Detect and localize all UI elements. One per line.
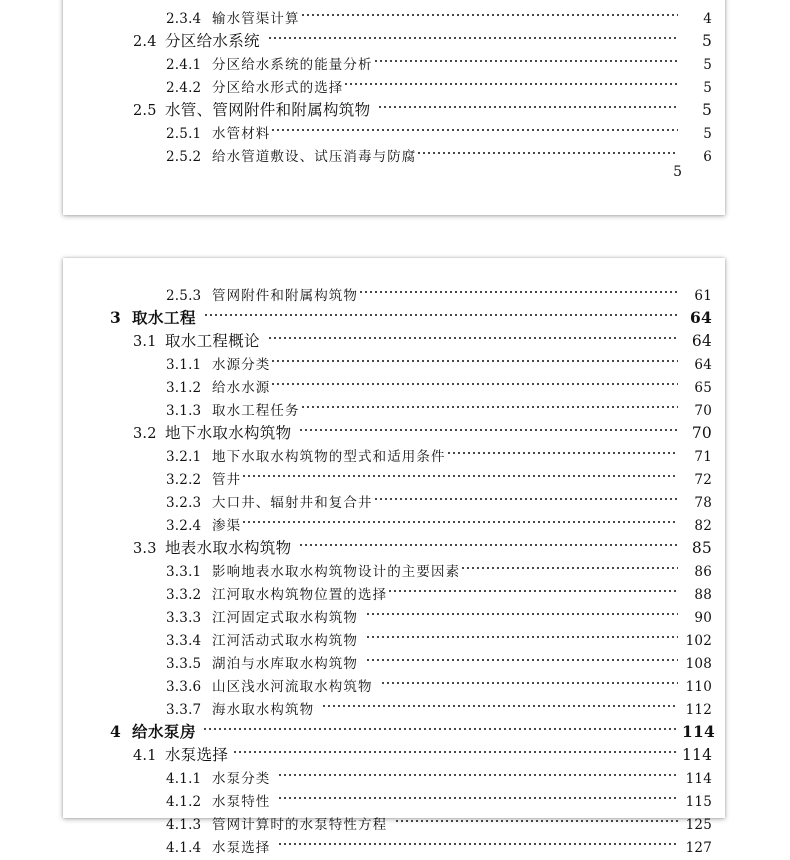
toc-entry-title: 管网计算时的水泵特性方程: [212, 817, 388, 833]
toc-dot-leader: [272, 346, 678, 369]
toc-entry-number: 3.2.2: [166, 472, 202, 488]
toc-dot-leader: [204, 714, 678, 737]
toc-entry[interactable]: [63, 645, 725, 672]
toc-entry[interactable]: [63, 668, 725, 695]
toc-entry-page-number: 125: [685, 817, 712, 833]
toc-dot-leader: [279, 829, 678, 852]
toc-entry[interactable]: [63, 714, 725, 741]
toc-entry-number: 3.2.4: [166, 518, 202, 534]
toc-entry-page-number: 86: [694, 564, 712, 580]
toc-entry-title: 地下水取水构筑物的型式和适用条件: [212, 449, 446, 465]
toc-entry-page-number: 82: [694, 518, 712, 534]
toc-entry-page-number: 4: [703, 11, 712, 27]
toc-entry-title: 管井: [212, 472, 242, 488]
toc-entry-number: 2.4.2: [166, 80, 202, 96]
toc-entry-page-number: 88: [694, 587, 712, 603]
toc-entry-title: 江河取水构筑物位置的选择: [212, 587, 388, 603]
toc-entry-title: 取水工程任务: [212, 403, 300, 419]
toc-entry[interactable]: [63, 829, 725, 856]
toc-entry-page-number: 72: [694, 472, 712, 488]
toc-entry-page-number: 114: [682, 746, 713, 764]
toc-dot-leader: [379, 92, 678, 115]
toc-entry-page-number: 61: [694, 288, 712, 304]
toc-entry-number: 3.3.6: [166, 679, 202, 695]
toc-entry[interactable]: [63, 599, 725, 626]
toc-entry[interactable]: [63, 69, 725, 96]
toc-entry-page-number: 70: [694, 403, 712, 419]
toc-entry-page-number: 112: [685, 702, 712, 718]
toc-dot-leader: [272, 115, 678, 138]
document-page-1: [63, 0, 725, 215]
toc-entry-number: 3.1.2: [166, 380, 202, 396]
toc-dot-leader: [396, 806, 678, 829]
toc-entry-title: 地下水取水构筑物: [165, 424, 292, 442]
toc-dot-leader: [234, 737, 678, 760]
toc-dot-leader: [323, 691, 678, 714]
toc-entry-page-number: 5: [701, 32, 712, 50]
toc-entry-title: 山区浅水河流取水构筑物: [212, 679, 373, 695]
toc-entry-title: 取水工程: [132, 308, 197, 327]
toc-entry-title: 输水管渠计算: [212, 11, 300, 27]
toc-entry-number: 4.1.1: [166, 771, 202, 787]
toc-entry-title: 江河固定式取水构筑物: [212, 610, 358, 626]
toc-entry[interactable]: [63, 622, 725, 649]
toc-dot-leader: [462, 553, 678, 576]
toc-entry-number: 3.3: [133, 541, 157, 557]
toc-entry-number: 3.3.7: [166, 702, 202, 718]
toc-entry-page-number: 108: [685, 656, 712, 672]
toc-entry-title: 海水取水构筑物: [212, 702, 315, 718]
toc-entry-number: 2.5.1: [166, 126, 202, 142]
toc-entry-page-number: 64: [691, 332, 712, 350]
page-1-footer-number: 5: [673, 164, 682, 180]
toc-entry-page-number: 71: [694, 449, 712, 465]
toc-entry[interactable]: [63, 92, 725, 119]
toc-entry-number: 3.3.1: [166, 564, 202, 580]
toc-entry-page-number: 115: [685, 794, 712, 810]
toc-dot-leader: [272, 369, 678, 392]
toc-entry-page-number: 5: [701, 101, 712, 119]
toc-dot-leader: [300, 530, 678, 553]
toc-entry-page-number: 114: [682, 722, 715, 741]
toc-entry-number: 4.1: [133, 748, 157, 764]
toc-dot-leader: [302, 392, 678, 415]
toc-entry-page-number: 102: [685, 633, 712, 649]
toc-entry-number: 2.5.3: [166, 288, 202, 304]
toc-entry[interactable]: [63, 783, 725, 810]
toc-entry-title: 分区给水系统的能量分析: [212, 57, 373, 73]
toc-entry-page-number: 65: [694, 380, 712, 396]
toc-entry[interactable]: [63, 507, 725, 534]
toc-dot-leader: [243, 461, 678, 484]
toc-dot-leader: [302, 0, 678, 23]
toc-dot-leader: [243, 507, 678, 530]
toc-entry-page-number: 78: [694, 495, 712, 511]
toc-dot-leader: [300, 415, 678, 438]
toc-entry-number: 3.3.4: [166, 633, 202, 649]
toc-dot-leader: [448, 438, 678, 461]
toc-entry-number: 3.1.1: [166, 357, 202, 373]
toc-dot-leader: [418, 138, 678, 161]
toc-dot-leader: [367, 599, 678, 622]
toc-entry-number: 2.4: [133, 34, 157, 50]
toc-entry[interactable]: [63, 300, 725, 327]
toc-entry-title: 地表水取水构筑物: [165, 539, 292, 557]
toc-entry-number: 2.3.4: [166, 11, 202, 27]
toc-dot-leader: [345, 69, 678, 92]
toc-entry-page-number: 5: [703, 126, 712, 142]
toc-entry-number: 3: [110, 308, 121, 327]
toc-entry[interactable]: [63, 277, 725, 304]
toc-entry-number: 3.3.5: [166, 656, 202, 672]
toc-entry[interactable]: [63, 461, 725, 488]
toc-dot-leader: [360, 277, 678, 300]
toc-dot-leader: [382, 668, 678, 691]
toc-dot-leader: [389, 576, 678, 599]
toc-entry-number: 3.2.3: [166, 495, 202, 511]
toc-entry-title: 给水泵房: [132, 722, 197, 741]
toc-entry-title: 水源分类: [212, 357, 271, 373]
toc-dot-leader: [367, 622, 678, 645]
document-page-2: [63, 258, 725, 856]
toc-entry-page-number: 64: [694, 357, 712, 373]
toc-entry-title: 水管、管网附件和附属构筑物: [165, 101, 371, 119]
toc-entry-page-number: 90: [694, 610, 712, 626]
toc-entry-number: 3.3.3: [166, 610, 202, 626]
toc-entry-number: 4.1.2: [166, 794, 202, 810]
toc-entry-number: 3.2.1: [166, 449, 202, 465]
toc-entry-page-number: 5: [703, 57, 712, 73]
toc-entry-number: 2.5.2: [166, 149, 202, 165]
toc-entry-number: 2.4.1: [166, 57, 202, 73]
toc-entry-page-number: 127: [685, 840, 712, 856]
toc-entry-title: 给水水源: [212, 380, 271, 396]
toc-entry-title: 分区给水形式的选择: [212, 80, 344, 96]
page-1-content: [63, 0, 725, 165]
toc-entry-title: 分区给水系统: [165, 32, 260, 50]
toc-entry-title: 湖泊与水库取水构筑物: [212, 656, 358, 672]
toc-entry-title: 水管材料: [212, 126, 271, 142]
toc-entry-title: 渗渠: [212, 518, 242, 534]
toc-entry-title: 水泵分类: [212, 771, 271, 787]
toc-entry-number: 4.1.4: [166, 840, 202, 856]
toc-entry-number: 3.1: [133, 334, 157, 350]
toc-dot-leader: [205, 300, 678, 323]
toc-entry[interactable]: [63, 576, 725, 603]
toc-entry-number: 4: [110, 722, 121, 741]
toc-entry[interactable]: [63, 415, 725, 442]
toc-entry-title: 水泵选择: [212, 840, 271, 856]
toc-entry[interactable]: [63, 369, 725, 396]
toc-entry[interactable]: [63, 484, 725, 511]
toc-entry-title: 水泵选择: [165, 746, 229, 764]
toc-entry-title: 水泵特性: [212, 794, 271, 810]
toc-entry-title: 影响地表水取水构筑物设计的主要因素: [212, 564, 461, 580]
toc-entry-page-number: 5: [703, 80, 712, 96]
toc-entry-page-number: 70: [691, 424, 712, 442]
toc-entry-title: 管网附件和附属构筑物: [212, 288, 358, 304]
toc-entry-number: 3.2: [133, 426, 157, 442]
toc-entry[interactable]: [63, 138, 725, 165]
toc-entry-title: 取水工程概论: [165, 332, 260, 350]
toc-dot-leader: [375, 484, 678, 507]
toc-entry[interactable]: [63, 806, 725, 833]
toc-entry[interactable]: [63, 530, 725, 557]
toc-entry-number: 2.5: [133, 103, 157, 119]
toc-dot-leader: [279, 760, 678, 783]
toc-entry[interactable]: [63, 392, 725, 419]
toc-entry-page-number: 110: [685, 679, 712, 695]
toc-entry[interactable]: [63, 23, 725, 50]
toc-entry-number: 4.1.3: [166, 817, 202, 833]
toc-dot-leader: [279, 783, 678, 806]
toc-entry[interactable]: [63, 0, 725, 27]
page-2-content: [63, 258, 725, 856]
toc-dot-leader: [367, 645, 678, 668]
toc-entry-title: 江河活动式取水构筑物: [212, 633, 358, 649]
toc-entry[interactable]: [63, 691, 725, 718]
toc-dot-leader: [375, 46, 678, 69]
toc-entry-page-number: 85: [691, 539, 712, 557]
toc-entry-title: 大口井、辐射井和复合井: [212, 495, 373, 511]
toc-entry-number: 3.3.2: [166, 587, 202, 603]
toc-entry-number: 3.1.3: [166, 403, 202, 419]
toc-dot-leader: [269, 23, 678, 46]
toc-entry-page-number: 64: [690, 308, 712, 327]
toc-entry-page-number: 114: [685, 771, 712, 787]
toc-entry-title: 给水管道敷设、试压消毒与防腐: [212, 149, 417, 165]
toc-dot-leader: [269, 323, 678, 346]
toc-entry-page-number: 6: [703, 149, 712, 165]
